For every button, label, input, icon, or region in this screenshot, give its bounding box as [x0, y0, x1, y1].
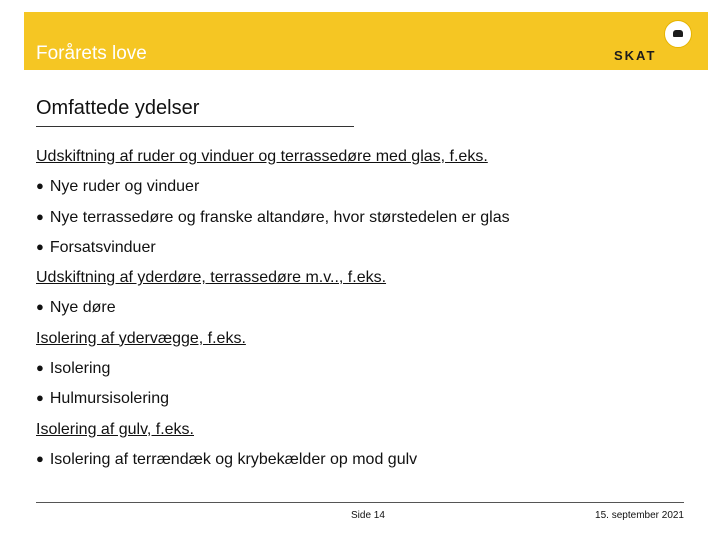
- list-item-text: Isolering: [49, 360, 111, 378]
- list-heading-text: Isolering af ydervægge, f.eks.: [36, 329, 246, 347]
- list-item-text: Nye døre: [49, 299, 116, 317]
- list-heading-text: Udskiftning af ruder og vinduer og terrassedøre med glas, f.eks.: [36, 148, 488, 165]
- list-heading: [36, 419, 676, 449]
- list-heading: [36, 146, 676, 176]
- section-divider: [36, 126, 354, 127]
- skat-logo: [616, 18, 686, 66]
- list-heading: [36, 328, 676, 358]
- slide-title: Forårets love: [36, 43, 147, 64]
- header-banner: [24, 12, 708, 70]
- list-item: [36, 237, 676, 267]
- list-item-text: Nye ruder og vinduer: [49, 178, 200, 196]
- page-number: Side 14: [351, 510, 385, 521]
- bullet-icon: ●: [36, 208, 44, 224]
- section-title: Omfattede ydelser: [36, 97, 200, 119]
- list-heading-text: Udskiftning af yderdøre, terrassedøre m.v.., f.eks.: [36, 269, 387, 287]
- bullet-icon: ●: [36, 178, 44, 194]
- list-item: [36, 207, 676, 237]
- content-list: [36, 146, 676, 479]
- list-item-text: Isolering af terrændæk og krybekælder op mod gulv: [49, 450, 418, 468]
- list-item-text: Nye terrassedøre og franske altandøre, hvor størstedelen er glas: [49, 208, 510, 226]
- list-item: [36, 176, 676, 206]
- logo-text: SKAT: [614, 48, 657, 63]
- bullet-icon: ●: [36, 238, 44, 254]
- crown-crest-icon: [664, 20, 692, 48]
- list-item: [36, 449, 676, 479]
- list-item-text: Forsatsvinduer: [49, 238, 156, 256]
- bullet-icon: ●: [36, 450, 44, 466]
- bullet-icon: ●: [36, 360, 44, 376]
- footer-date: 15. september 2021: [595, 510, 684, 521]
- list-item: [36, 358, 676, 388]
- list-item: [36, 388, 676, 418]
- list-item: [36, 297, 676, 327]
- bullet-icon: ●: [36, 390, 44, 406]
- list-item-text: Hulmursisolering: [49, 390, 170, 408]
- list-heading-text: Isolering af gulv, f.eks.: [36, 420, 194, 438]
- footer-divider: [36, 502, 684, 503]
- bullet-icon: ●: [36, 299, 44, 315]
- list-heading: [36, 267, 676, 297]
